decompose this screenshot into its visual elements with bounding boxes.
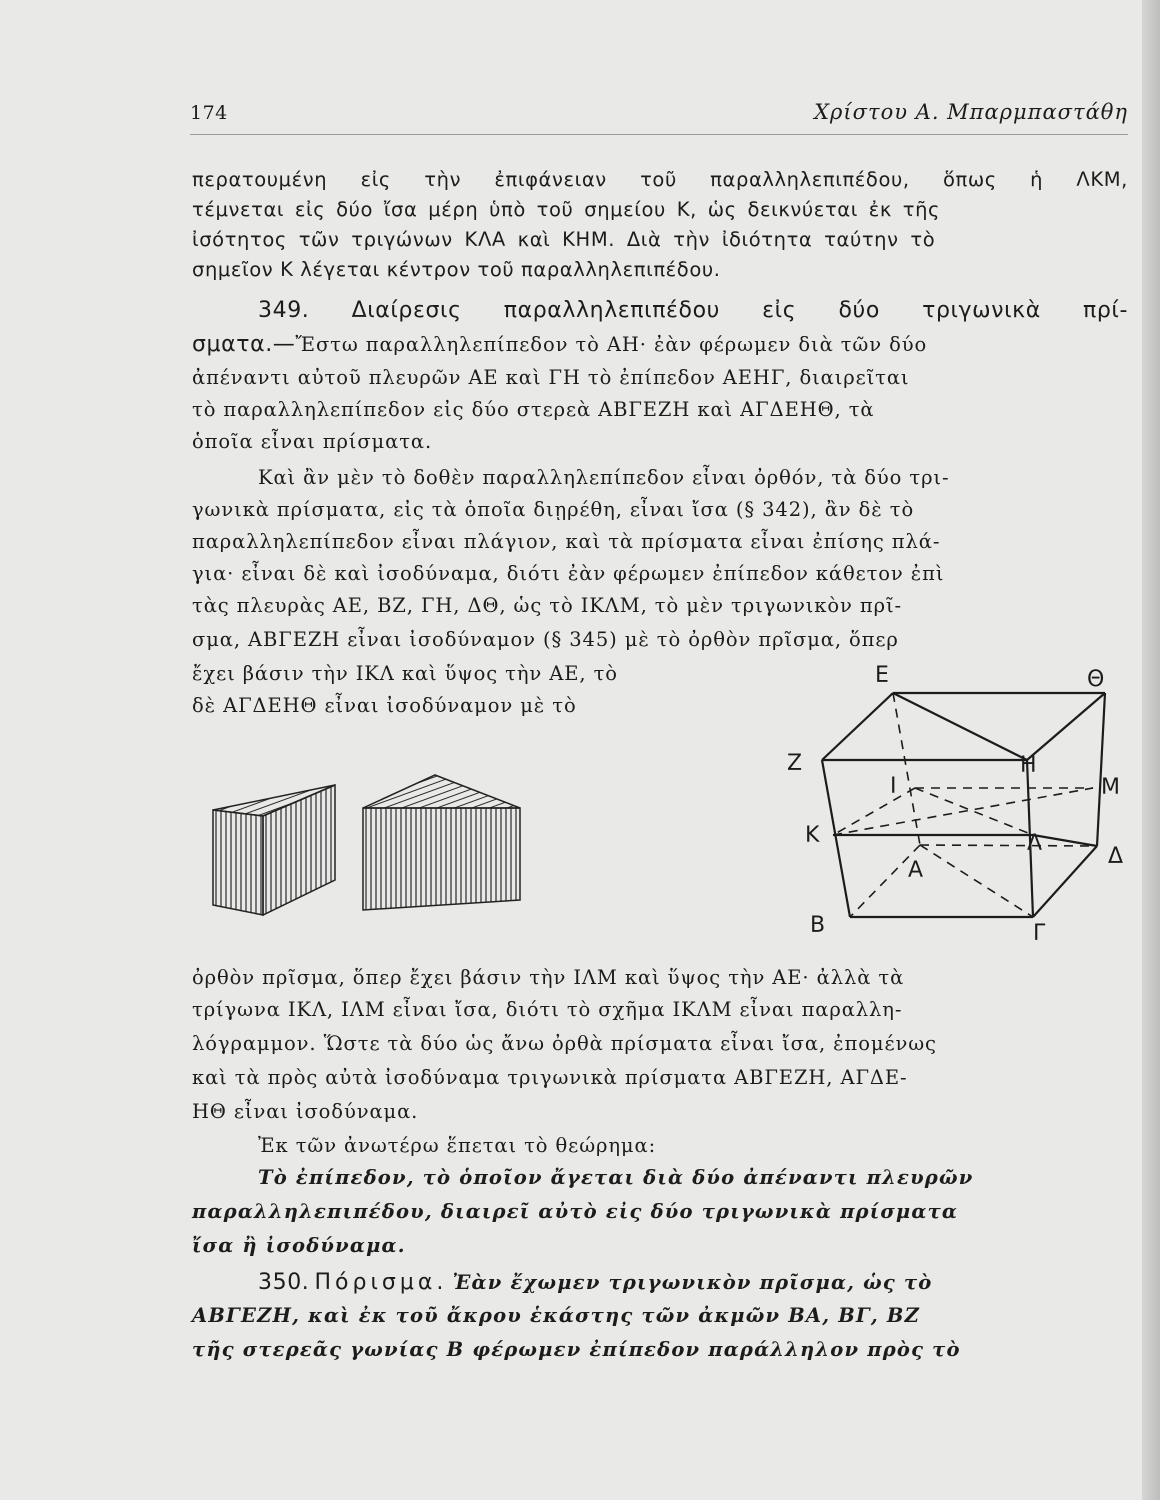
text-line: Καὶ ἂν μὲν τὸ δοθὲν παραλληλεπίπεδον εἶναι ὀρθόν, τὰ δύο τρι- bbox=[258, 466, 950, 489]
label-H: Η bbox=[1020, 753, 1037, 778]
text-line: Ἐκ τῶν ἀνωτέρω ἕπεται τὸ θεώρημα: bbox=[258, 1134, 657, 1157]
text-line: ΑΒΓΕΖΗ, καὶ ἐκ τοῦ ἄκρου ἑκάστης τῶν ἀκμῶν ΒΑ, ΒΓ, ΒΖ bbox=[192, 1304, 921, 1327]
text-line: για· εἶναι δὲ καὶ ἰσοδύναμα, διότι ἐὰν φέρωμεν ἐπίπεδον κάθετον ἐπὶ bbox=[192, 562, 945, 585]
text-line: ἀπέναντι αὐτοῦ πλευρῶν ΑΕ καὶ ΓΗ τὸ ἐπίπεδον ΑΕΗΓ, διαιρεῖται bbox=[192, 366, 910, 389]
parallelepiped-figure bbox=[775, 660, 1145, 950]
text-line: ΗΘ εἶναι ἰσοδύναμα. bbox=[192, 1100, 419, 1123]
label-M: Μ bbox=[1101, 775, 1120, 800]
triangular-prism-1 bbox=[213, 785, 335, 915]
section-heading: 349. Διαίρεσις παραλληλεπιπέδου εἰς δύο τριγωνικὰ πρί- bbox=[258, 298, 1128, 323]
text-line: λόγραμμον. Ὥστε τὰ δύο ὡς ἄνω ὀρθὰ πρίσματα εἶναι ἴσα, ἐπομένως bbox=[192, 1032, 937, 1055]
label-B: Β bbox=[810, 913, 826, 938]
text-line: τρίγωνα ΙΚΛ, ΙΛΜ εἶναι ἴσα, διότι τὸ σχῆμα ΙΚΛΜ εἶναι παραλλη- bbox=[192, 998, 903, 1021]
text-line: σμα, ΑΒΓΕΖΗ εἶναι ἰσοδύναμον (§ 345) μὲ τὸ ὀρθὸν πρῖσμα, ὅπερ bbox=[192, 628, 899, 651]
text-line: ὁποῖα εἶναι πρίσματα. bbox=[192, 430, 433, 453]
theorem-line: παραλληλεπιπέδου, διαιρεῖ αὐτὸ εἰς δύο τριγωνικὰ πρίσματα bbox=[192, 1200, 959, 1223]
label-A: Α bbox=[908, 858, 924, 883]
text-line: ἰσότητος τῶν τριγώνων ΚΛΑ καὶ ΚΗΜ. Διὰ τὴν ἰδιότητα ταύτην τὸ bbox=[192, 228, 936, 251]
text-line: περατουμένη εἰς τὴν ἐπιφάνειαν τοῦ παραλληλεπιπέδου, ὅπως ἡ ΛΚΜ, bbox=[192, 168, 1128, 191]
prisms-illustration bbox=[205, 770, 550, 920]
running-author: Χρίστου Α. Μπαρμπαστάθη bbox=[814, 100, 1128, 124]
text-line: ἔχει βάσιν τὴν ΙΚΛ καὶ ὕψος τὴν ΑΕ, τὸ bbox=[192, 662, 618, 685]
text-line: τὸ παραλληλεπίπεδον εἰς δύο στερεὰ ΑΒΓΕΖΗ καὶ ΑΓΔΕΗΘ, τὰ bbox=[192, 398, 875, 421]
theorem-line: Τὸ ἐπίπεδον, τὸ ὁποῖον ἄγεται διὰ δύο ἀπέναντι πλευρῶν bbox=[258, 1166, 974, 1189]
text-line: Ἔστω παραλληλεπίπεδον τὸ ΑΗ· ἐὰν φέρωμεν διὰ τῶν δύο bbox=[295, 333, 928, 356]
label-I: Ι bbox=[890, 774, 897, 799]
section-heading-end: σματα.— bbox=[192, 332, 296, 357]
text-line: τὰς πλευρὰς ΑΕ, ΒΖ, ΓΗ, ΔΘ, ὡς τὸ ΙΚΛΜ, τὸ μὲν τριγωνικὸν πρῖ- bbox=[192, 594, 902, 617]
corollary-label: Πόρισμα. bbox=[314, 1270, 448, 1295]
label-Theta: Θ bbox=[1087, 667, 1105, 692]
label-K: Κ bbox=[805, 823, 820, 848]
page-number: 174 bbox=[190, 102, 228, 124]
text-line: ὀρθὸν πρῖσμα, ὅπερ ἔχει βάσιν τὴν ΙΛΜ καὶ ὕψος τὴν ΑΕ· ἀλλὰ τὰ bbox=[192, 966, 905, 989]
text-line: δὲ ΑΓΔΕΗΘ εἶναι ἰσοδύναμον μὲ τὸ bbox=[192, 694, 577, 717]
text-line: παραλληλεπίπεδον εἶναι πλάγιον, καὶ τὰ πρίσματα εἶναι ἐπίσης πλά- bbox=[192, 530, 941, 553]
text-line: Ἐὰν ἔχωμεν τριγωνικὸν πρῖσμα, ὡς τὸ bbox=[452, 1271, 933, 1294]
text-line: σημεῖον Κ λέγεται κέντρον τοῦ παραλληλεπιπέδου. bbox=[192, 258, 721, 281]
text-line: τέμνεται εἰς δύο ἴσα μέρη ὑπὸ τοῦ σημείου Κ, ὡς δεικνύεται ἐκ τῆς bbox=[192, 198, 941, 221]
section-number: 350. bbox=[258, 1270, 310, 1295]
label-Z: Ζ bbox=[787, 751, 803, 776]
heading-continuation bbox=[192, 332, 927, 357]
label-E: Ε bbox=[875, 663, 889, 688]
theorem-line: ἴσα ἢ ἰσοδύναμα. bbox=[192, 1234, 406, 1257]
running-head bbox=[190, 100, 1128, 135]
label-L: Λ bbox=[1027, 831, 1043, 856]
section-350-first-line bbox=[258, 1270, 932, 1295]
label-D: Δ bbox=[1108, 844, 1124, 869]
text-line: τῆς στερεᾶς γωνίας Β φέρωμεν ἐπίπεδον παράλληλον πρὸς τὸ bbox=[192, 1338, 961, 1361]
triangular-prism-2 bbox=[363, 775, 520, 910]
text-line: γωνικὰ πρίσματα, εἰς τὰ ὁποῖα διῃρέθη, εἶναι ἴσα (§ 342), ἂν δὲ τὸ bbox=[192, 498, 915, 521]
text-line: καὶ τὰ πρὸς αὐτὰ ἰσοδύναμα τριγωνικὰ πρίσματα ΑΒΓΕΖΗ, ΑΓΔΕ- bbox=[192, 1066, 908, 1089]
label-G: Γ bbox=[1033, 921, 1046, 946]
